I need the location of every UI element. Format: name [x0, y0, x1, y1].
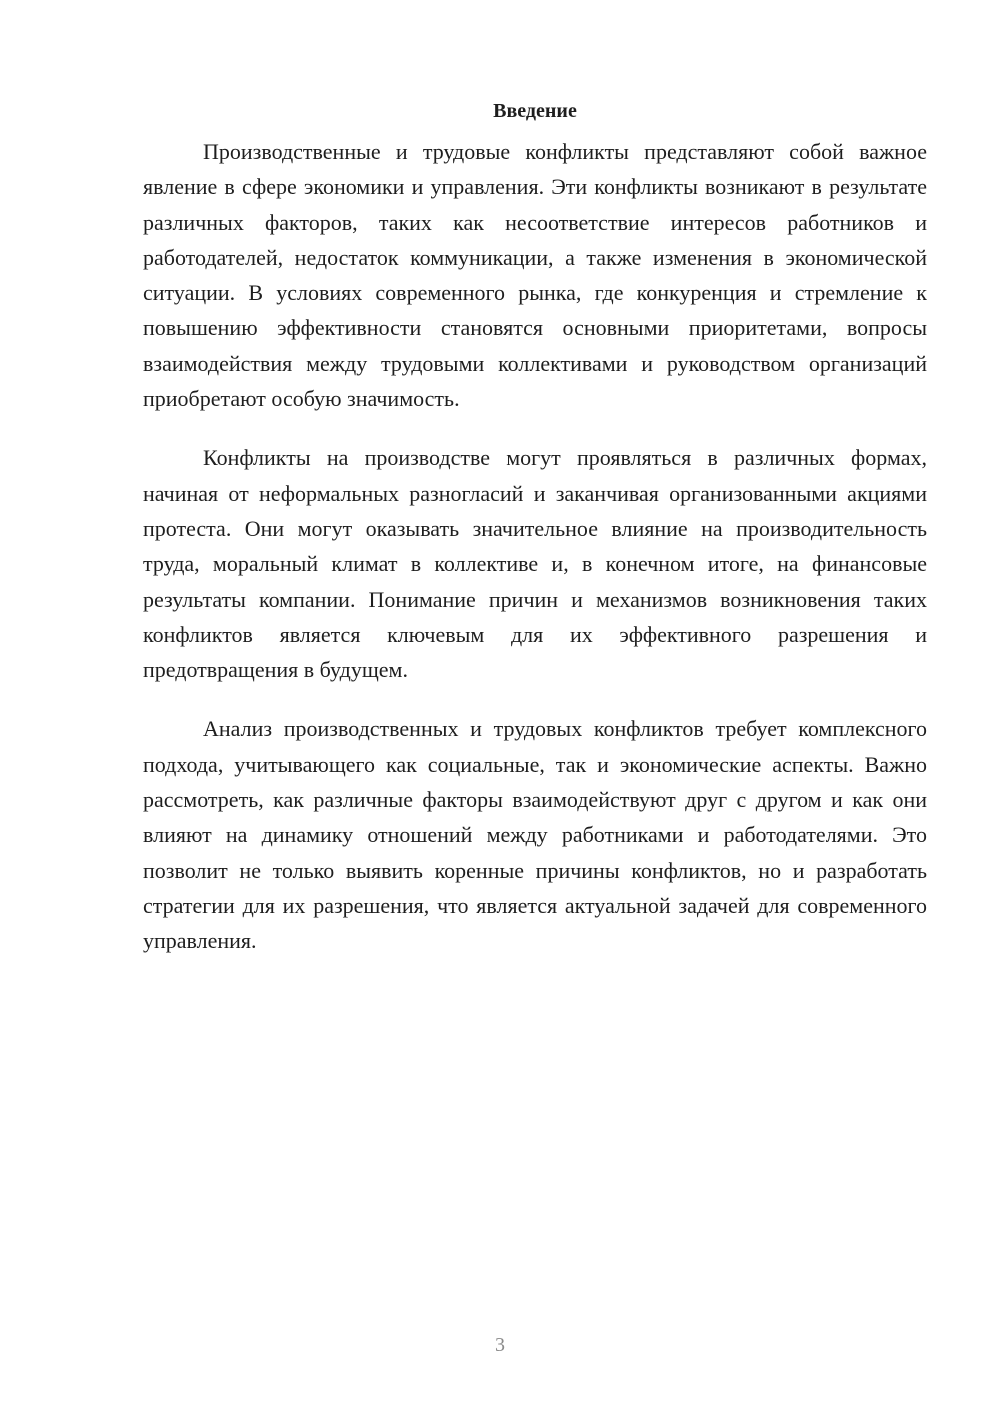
section-title: Введение: [493, 100, 577, 122]
page-number: 3: [495, 1334, 505, 1356]
paragraph-2: Конфликты на производстве могут проявляться в различных формах, начиная от неформальных разногласий и заканчивая организованными акциями протеста. Они могут оказывать значительное влияние на производительность труда, моральный климат в коллективе и, в конечном итоге, на финансовые результаты компании. Понимание причин и механизмов возникновения таких конфликтов является ключевым для их эффективного разрешения и предотвращения в будущем.: [143, 445, 927, 683]
page-content: [143, 96, 927, 983]
paragraph-3: Анализ производственных и трудовых конфликтов требует комплексного подхода, учитывающего как социальные, так и экономические аспекты. Важно рассмотреть, как различные факторы взаимодействуют друг с другом и как они влияют на динамику отношений между работниками и работодателями. Это позволит не только выявить коренные причины конфликтов, но и разработать стратегии для их разрешения, что является актуальной задачей для современного управления.: [143, 716, 927, 954]
paragraph-1: Производственные и трудовые конфликты представляют собой важное явление в сфере экономики и управления. Эти конфликты возникают в результате различных факторов, таких как несоответствие интересов работников и работодателей, недостаток коммуникации, а также изменения в экономической ситуации. В условиях современного рынка, где конкуренция и стремление к повышению эффективности становятся основными приоритетами, вопросы взаимодействия между трудовыми коллективами и руководством организаций приобретают особую значимость.: [143, 139, 927, 412]
